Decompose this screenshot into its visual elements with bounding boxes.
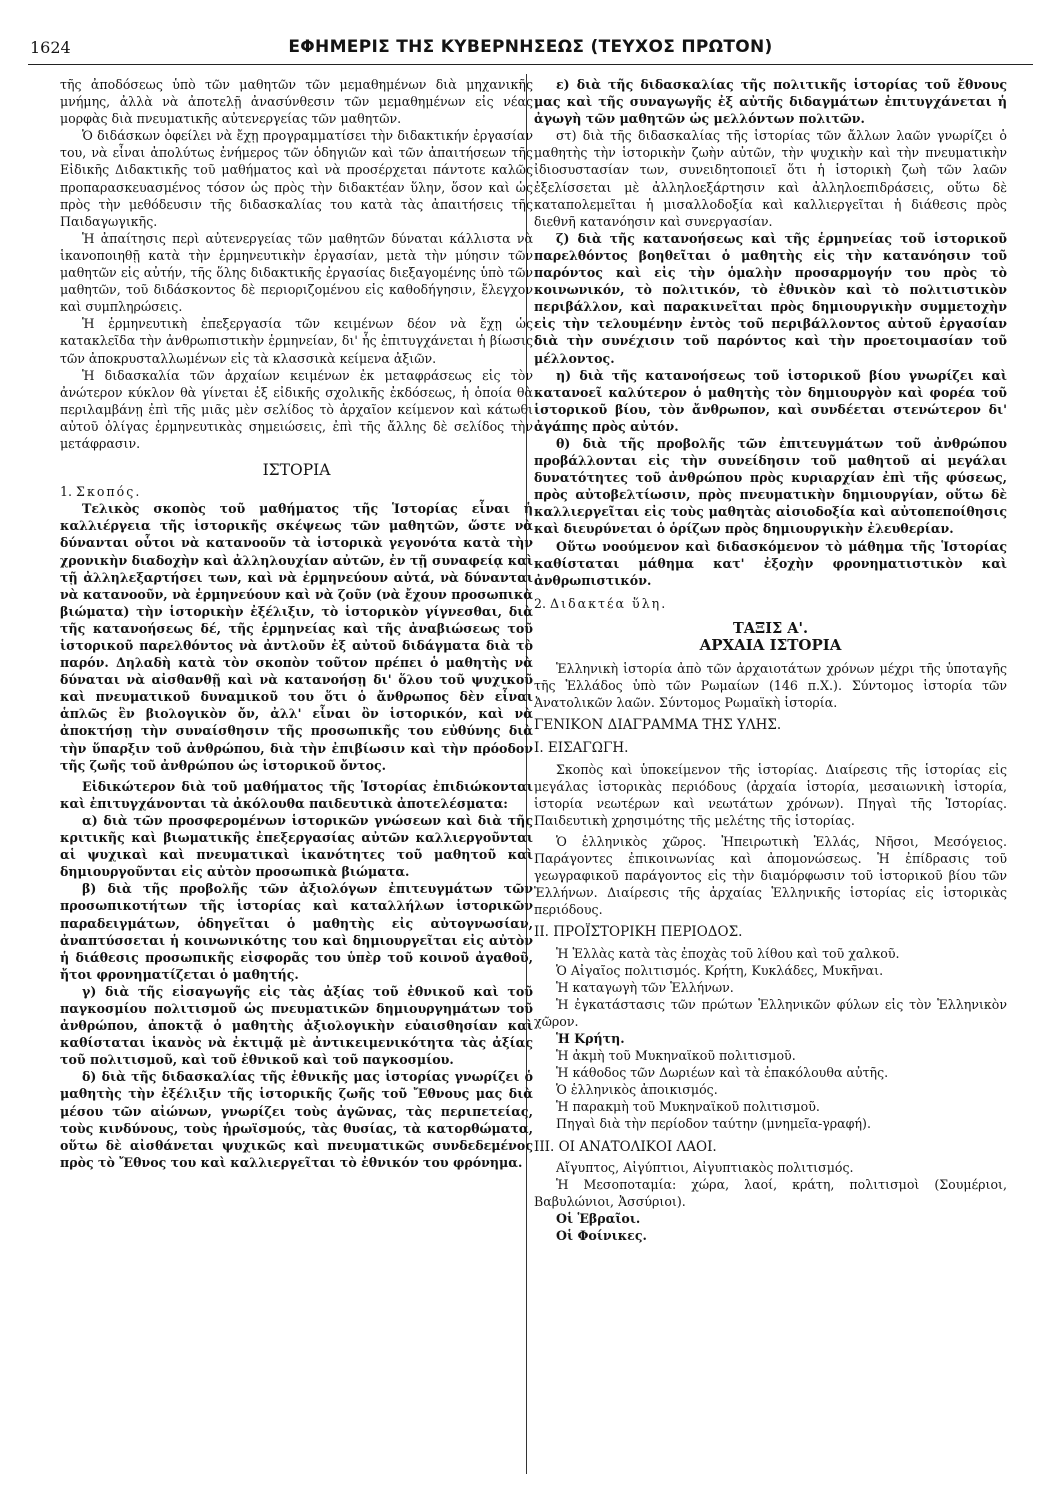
list-item: Ὁ Αἰγαῖος πολιτισμός. Κρήτη, Κυκλάδες, Μυκῆναι. (556, 962, 884, 978)
paragraph: Ἡ ἑρμηνευτικὴ ἐπεξεργασία τῶν κειμένων δέον νὰ ἔχῃ ὡς κατακλεῖδα τὴν ἀνθρωπιστικὴν ἑρμηνείαν, δι' ἧς ἐπιτυγχάνεται ἡ βίωσις τῶν ἀποκρυσταλλωμένων εἰς τὰ κλασσικὰ κείμενα ἀξιῶν. (60, 316, 533, 366)
paragraph: Σκοπὸς καὶ ὑποκείμενον τῆς ἱστορίας. Διαίρεσις τῆς ἱστορίας εἰς μεγάλας ἱστορικὰς περιόδους (ἀρχαία ἱστορία, μεσαιωνικὴ ἱστορία, ἱστορία νεωτέρων καὶ νεωτάτων χρόνων). Πηγαὶ τῆς Ἱστορίας. Παιδευτικὴ χρησιμότης τῆς μελέτης τῆς ἱστορίας. (534, 761, 1007, 828)
list-item: β) διὰ τῆς προβολῆς τῶν ἀξιολόγων ἐπιτευγμάτων τῶν προσωπικοτήτων τῆς ἱστορίας καὶ καταλλήλων ἱστορικῶν παραδειγμάτων, ὁδηγεῖται ὁ μαθητὴς εἰς αὐτογνωσίαν, ἀναπτύσσεται ἡ κοινωνικότης του καὶ δημιουργεῖται εἰς αὐτὸν ἡ διάθεσις προσωπικῆς εἰσφορᾶς του ὑπὲρ τοῦ κοινοῦ ἀγαθοῦ, ἤτοι φρονηματίζεται ὁ μαθητής. (60, 881, 533, 982)
list-item: Ἡ Ἑλλὰς κατὰ τὰς ἐποχὰς τοῦ λίθου καὶ τοῦ χαλκοῦ. (556, 945, 900, 961)
list-item: Οἱ Ἑβραῖοι. (556, 1210, 641, 1226)
list-item: γ) διὰ τῆς εἰσαγωγῆς εἰς τὰς ἀξίας τοῦ ἐθνικοῦ καὶ τοῦ παγκοσμίου πολιτισμοῦ ὡς πνευματικῶν δημιουργημάτων τοῦ ἀνθρώπου, ἀποκτᾷ ὁ μαθητὴς ἀξιολογικὴν εὐαισθησίαν καὶ καθίσταται ἱκανὸς νὰ ἐκτιμᾷ μὲ ἀντικειμενικότητα τὰς ἀξίας τοῦ πολιτισμοῦ, καὶ τοῦ ἐθνικοῦ καὶ τοῦ παγκοσμίου. (60, 983, 533, 1068)
paragraph: Οὕτω νοούμενον καὶ διδασκόμενον τὸ μάθημα τῆς Ἱστορίας καθίσταται μάθημα κατ' ἐξοχὴν φρονηματιστικὸν καὶ ἀνθρωπιστικόν. (534, 538, 1007, 588)
list-item: Ἡ ἐγκατάστασις τῶν πρώτων Ἑλληνικῶν φύλων εἰς τὸν Ἑλληνικὸν χῶρον. (534, 996, 1007, 1029)
paragraph: τῆς ἀποδόσεως ὑπὸ τῶν μαθητῶν τῶν μεμαθημένων διὰ μηχανικῆς μνήμης, ἀλλὰ νὰ ἀποτελῇ ἀνασύνθεσιν τῶν μεμαθημένων εἰς νέας μορφὰς διὰ πνευματικῆς αὐτενεργείας τῶν μαθητῶν. (60, 77, 533, 127)
list-item: δ) διὰ τῆς διδασκαλίας τῆς ἐθνικῆς μας ἱστορίας γνωρίζει ὁ μαθητὴς τὴν ἐξέλιξιν τῆς ἱστορικῆς ζωῆς τοῦ Ἔθνους μας διὰ μέσου τῶν αἰώνων, γνωρίζει τοὺς ἀγῶνας, τὰς περιπετείας, τοὺς κινδύνους, τοὺς ἡρωϊσμούς, τὰς θυσίας, τὰ κατορθώματα, οὕτω δὲ αἰσθάνεται ψυχικῶς καὶ πνευματικῶς συνδεδεμένος πρὸς τὸ Ἔθνος του καὶ καλλιεργεῖται τὸ ἐθνικόν του φρόνημα. (60, 1069, 533, 1170)
paragraph: Ἑλληνικὴ ἱστορία ἀπὸ τῶν ἀρχαιοτάτων χρόνων μέχρι τῆς ὑποταγῆς τῆς Ἑλλάδος ὑπὸ τῶν Ρωμαίων (146 π.Χ.). Σύντομος ἱστορία τῶν Ἀνατολικῶν λαῶν. Σύντομος Ρωμαϊκὴ ἱστορία. (534, 661, 1007, 711)
page-number: 1624 (30, 38, 71, 57)
list-item: Οἱ Φοίνικες. (556, 1228, 647, 1243)
paragraph: Εἰδικώτερον διὰ τοῦ μαθήματος τῆς Ἱστορίας ἐπιδιώκονται καὶ ἐπιτυγχάνονται τὰ ἀκόλουθα παιδευτικὰ ἀποτελέσματα: (60, 778, 533, 811)
paragraph: Ὁ ἑλληνικὸς χῶρος. Ἠπειρωτικὴ Ἑλλάς, Νῆσοι, Μεσόγειος. Παράγοντες ἐπικοινωνίας καὶ ἀπομονώσεως. Ἡ ἐπίδρασις τοῦ γεωγραφικοῦ παράγοντος εἰς τὴν διαμόρφωσιν τοῦ ἱστορικοῦ βίου τῶν Ἑλλήνων. Διαίρεσις τῆς ἀρχαίας Ἑλληνικῆς ἱστορίας εἰς ἱστορικὰς περιόδους. (534, 833, 1007, 918)
part-heading: II. ΠΡΟΪΣΤΟΡΙΚΗ ΠΕΡΙΟΔΟΣ. (534, 924, 743, 941)
part-heading: I. ΕΙΣΑΓΩΓΗ. (534, 740, 629, 757)
subsection-number: 1. (60, 484, 73, 500)
list-item: Ἡ ἀκμὴ τοῦ Μυκηναϊκοῦ πολιτισμοῦ. (556, 1048, 796, 1064)
list-item: η) διὰ τῆς κατανοήσεως τοῦ ἱστορικοῦ βίου γνωρίζει καὶ κατανοεῖ καλύτερον ὁ μαθητὴς τὸν δημιουργὸν καὶ φορέα τοῦ ἱστορικοῦ βίου, τὸν ἄνθρωπον, καὶ συνδέεται στενώτερον δι' ἀγάπης πρὸς αὐτόν. (534, 367, 1007, 434)
list-item: στ) διὰ τῆς διδασκαλίας τῆς ἱστορίας τῶν ἄλλων λαῶν γνωρίζει ὁ μαθητὴς τὴν ἱστορικὴν ζωὴν αὐτῶν, τὴν ψυχικὴν καὶ τὴν πνευματικὴν ἰδιοσυστασίαν των, συνειδητοποιεῖ ὅτι ἡ ἱστορικὴ ζωὴ τῶν λαῶν ἐξελίσσεται μὲ ἀλληλοεξάρτησιν καὶ ἀλληλοεπιδράσεις, οὕτω δὲ καταπολεμεῖται ἡ μισαλλοδοξία καὶ καλλιεργεῖται ἡ διάθεσις πρὸς διεθνῆ κατανόησιν καὶ συνεργασίαν. (534, 128, 1007, 229)
list-item: Ἡ Κρήτη. (556, 1030, 625, 1046)
list-item: Ἡ παρακμὴ τοῦ Μυκηναϊκοῦ πολιτισμοῦ. (556, 1099, 820, 1115)
list-item: ζ) διὰ τῆς κατανοήσεως καὶ τῆς ἑρμηνείας τοῦ ἱστορικοῦ παρελθόντος βοηθεῖται ὁ μαθητὴς εἰς τὴν κατανόησιν τοῦ παρόντος καὶ εἰς τὴν ὁμαλὴν προσαρμογήν του πρὸς τὸ κοινωνικόν, τὸ πολιτικόν, τὸ ἐθνικὸν καὶ τὸ πολιτιστικὸν περιβάλλον, καὶ παρακινεῖται πρὸς δημιουργικὴν συμμετοχὴν εἰς τὴν τελουμένην ἐντὸς τοῦ περιβάλλοντος αὐτοῦ ἐργασίαν διὰ τὴν συνέχισιν τοῦ παρόντος καὶ τὴν προετοιμασίαν τοῦ μέλλοντος. (534, 230, 1007, 366)
part-heading: III. ΟΙ ΑΝΑΤΟΛΙΚΟΙ ΛΑΟΙ. (534, 1138, 717, 1155)
left-column (60, 76, 533, 1171)
subsection-number: 2. (534, 595, 547, 611)
list-item: Ἡ Μεσοποταμία: χώρα, λαοί, κράτη, πολιτισμοὶ (Σουμέριοι, Βαβυλώνιοι, Ἀσσύριοι). (534, 1176, 1007, 1209)
paragraph: Ἡ ἀπαίτησις περὶ αὐτενεργείας τῶν μαθητῶν δύναται κάλλιστα νὰ ἱκανοποιηθῇ κατὰ τὴν ἑρμηνευτικὴν ἐργασίαν, μετὰ τὴν μύησιν τῶν μαθητῶν εἰς αὐτήν, τῆς ὅλης διδακτικῆς ἐργασίας διεξαγομένης ὑπὸ τῶν μαθητῶν, τοῦ διδάσκοντος δὲ περιοριζομένου εἰς καθοδήγησιν, ἔλεγχον καὶ συμπληρώσεις. (60, 230, 533, 315)
outline-heading: ΓΕΝΙΚΟΝ ΔΙΑΓΡΑΜΜΑ ΤΗΣ ΥΛΗΣ. (534, 717, 782, 734)
list-item: Πηγαὶ διὰ τὴν περίοδον ταύτην (μνημεῖα-γραφή). (556, 1116, 871, 1132)
paragraph: Ὁ διδάσκων ὀφείλει νὰ ἔχῃ προγραμματίσει τὴν διδακτικήν ἐργασίαν του, νὰ εἶναι ἀπολύτως ἐνήμερος τῶν ὁδηγιῶν καὶ τῶν ἀπαιτήσεων τῆς Εἰδικῆς Διδακτικῆς τοῦ μαθήματος καὶ νὰ προσέρχεται πάντοτε καλῶς προπαρασκευασμένος τόσον ὡς πρὸς τὴν διδακτέαν ὕλην, ὅσον καὶ ὡς πρὸς τὴν μεθόδευσιν τῆς διδασκαλίας του κατὰ τὰς ἀπαιτήσεις τῆς Παιδαγωγικῆς. (60, 128, 533, 229)
running-title: ΕΦΗΜΕΡΙΣ ΤΗΣ ΚΥΒΕΡΝΗΣΕΩΣ (ΤΕΥΧΟΣ ΠΡΩΤΟΝ) (288, 37, 773, 57)
subsection-heading (60, 483, 533, 500)
list-item: α) διὰ τῶν προσφερομένων ἱστορικῶν γνώσεων καὶ διὰ τῆς κριτικῆς καὶ βιωματικῆς ἐπεξεργασίας αὐτῶν καλλιεργοῦνται αἱ ψυχικαὶ καὶ πνευματικαὶ ἱκανότητες τοῦ μαθητοῦ καὶ δημιουργοῦνται εἰς αὐτὸν προσωπικὰ βιώματα. (60, 812, 533, 880)
section-heading-history: ΙΣΤΟΡΙΑ (262, 461, 331, 480)
list-item: ε) διὰ τῆς διδασκαλίας τῆς πολιτικῆς ἱστορίας τοῦ ἔθνους μας καὶ τῆς συναγωγῆς ἐξ αὐτῆς διδαγμάτων ἐπιτυγχάνεται ἡ ἀγωγὴ τῶν μαθητῶν ὡς μελλόντων πολιτῶν. (534, 77, 1007, 127)
class-heading: ΤΑΞΙΣ Α'. (732, 619, 809, 637)
paragraph: Τελικὸς σκοπὸς τοῦ μαθήματος τῆς Ἱστορίας εἶναι ἡ καλλιέργεια τῆς ἱστορικῆς σκέψεως τῶν μαθητῶν, ὥστε νὰ δύνανται οὗτοι νὰ κατανοοῦν τὰ ἱστορικὰ γεγονότα κατὰ τὴν χρονικὴν διαδοχὴν καὶ ἀλληλουχίαν αὐτῶν, ἐν τῇ συναφείᾳ καὶ τῇ ἀλληλεξαρτήσει των, καὶ νὰ ἑρμηνεύουν αὐτά, νὰ δύνανται νὰ κατανοοῦν, νὰ ἑρμηνεύουν καὶ νὰ ζοῦν (νὰ ἔχουν προσωπικὰ βιώματα) τὴν ἱστορικὴν ἐξέλιξιν, τὸ ἱστορικὸν γίγνεσθαι, διὰ τῆς κατανοήσεως δέ, τῆς ἑρμηνείας καὶ τῆς ἀναβιώσεως τοῦ ἱστορικοῦ παρελθόντος νὰ ἀντλοῦν ἐξ αὐτοῦ διδάγματα διὰ τὸ παρόν. Δηλαδὴ κατὰ τὸν σκοπὸν τοῦτον πρέπει ὁ μαθητὴς νὰ δύναται νὰ αἰσθανθῇ καὶ νὰ κατανοήσῃ δι' ὅλου τοῦ ψυχικοῦ καὶ πνευματικοῦ δυναμικοῦ του ὅτι ὁ ἄνθρωπος δὲν εἶναι ἁπλῶς ἓν βιολογικὸν ὄν, ἀλλ' εἶναι ὂν ἱστορικόν, καὶ νὰ ἀποκτήσῃ τὴν συναίσθησιν τῆς προσωπικῆς του εὐθύνης διὰ τὴν ὕπαρξιν τοῦ ἀνθρώπου, διὰ τὴν ἐπιβίωσιν καὶ τὴν πρόοδον τῆς ζωῆς τοῦ ἀνθρώπου ὡς ἱστορικοῦ ὄντος. (60, 501, 533, 773)
list-item: Ἡ καταγωγὴ τῶν Ἑλλήνων. (556, 979, 734, 995)
subsection-title: Σκοπός. (76, 484, 142, 500)
subsection-title: Διδακτέα ὕλη. (550, 595, 668, 611)
paragraph: Ἡ διδασκαλία τῶν ἀρχαίων κειμένων ἐκ μεταφράσεως εἰς τὸν ἀνώτερον κύκλον θὰ γίνεται ἐξ εἰδικῆς σχολικῆς ἐκδόσεως, ἡ ὁποία θὰ περιλαμβάνῃ ἐπὶ τῆς μιᾶς μὲν σελίδος τὸ ἀρχαῖον κείμενον καὶ κάτωθι αὐτοῦ ὀλίγας ἑρμηνευτικὰς σημειώσεις, ἐπὶ τῆς ἄλλης δὲ σελίδος τὴν μετάφρασιν. (60, 367, 533, 451)
list-item: Ὁ ἑλληνικὸς ἀποικισμός. (556, 1082, 718, 1098)
page-header (28, 34, 1033, 65)
course-heading: ΑΡΧΑΙΑ ΙΣΤΟΡΙΑ (699, 636, 842, 654)
subsection-heading (534, 595, 1007, 612)
list-item: θ) διὰ τῆς προβολῆς τῶν ἐπιτευγμάτων τοῦ ἀνθρώπου προβάλλονται εἰς τὴν συνείδησιν τοῦ μαθητοῦ αἱ μεγάλαι δυνατότητες τοῦ ἀνθρώπου πρὸς κυριαρχίαν ἐπὶ τῆς φύσεως, πρὸς αὐτοβελτίωσιν, πρὸς πνευματικὴν δημιουργίαν, οὕτω δὲ καλλιεργεῖται εἰς τοὺς μαθητὰς αἰσιοδοξία καὶ αὐτοπεποίθησις καὶ διευρύνεται ὁ ὁρίζων πρὸς δημιουργικὴν ἐλευθερίαν. (534, 435, 1007, 537)
list-item: Αἴγυπτος, Αἰγύπτιοι, Αἰγυπτιακὸς πολιτισμός. (556, 1159, 854, 1175)
right-column (534, 76, 1007, 1244)
list-item: Ἡ κάθοδος τῶν Δωριέων καὶ τὰ ἐπακόλουθα αὐτῆς. (556, 1065, 889, 1081)
